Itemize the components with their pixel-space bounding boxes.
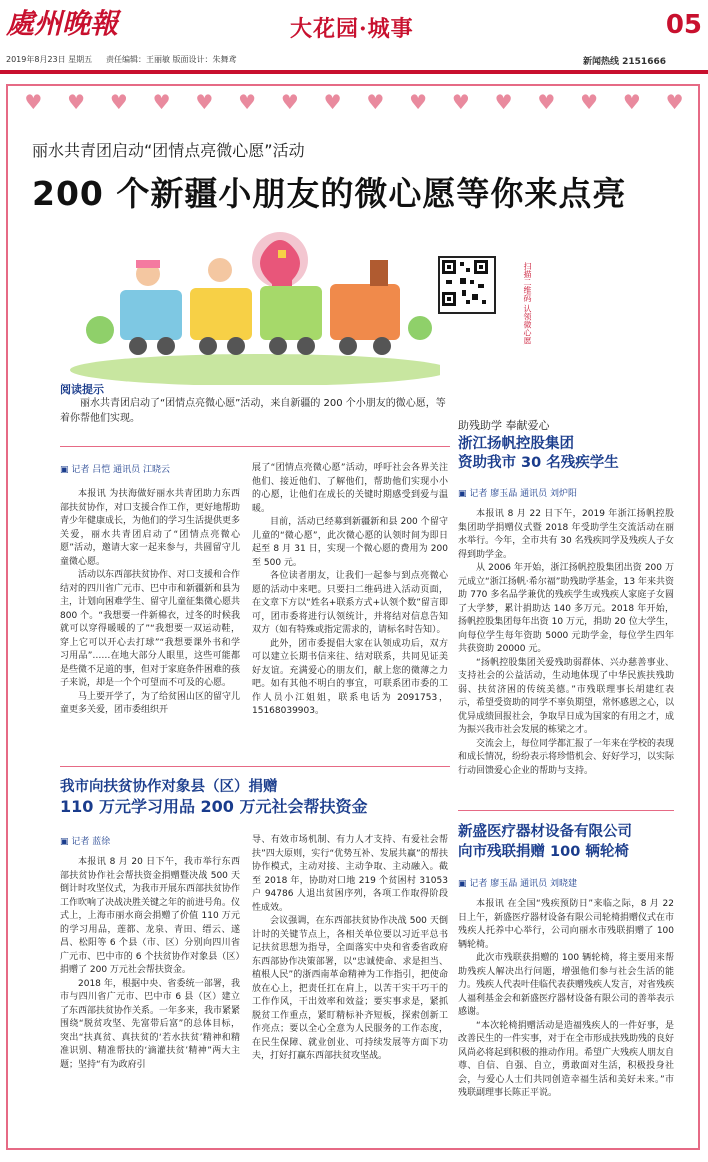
side-story-body xyxy=(458,508,674,804)
mid-story-column-2 xyxy=(252,834,448,1126)
editors-credit: 责任编辑：王丽敏 版面设计：朱舞鸢 xyxy=(106,55,237,64)
lower-story-title-line-2: 向市残联捐赠 100 辆轮椅 xyxy=(458,844,629,860)
divider xyxy=(60,766,450,767)
reading-guide-title: 阅读提示 xyxy=(60,383,104,396)
feature-byline: ▣ 记者 吕恺 通讯员 江晓云 xyxy=(60,465,170,475)
heart-icon: ♥ xyxy=(665,90,684,114)
lower-story-title xyxy=(458,822,632,862)
lower-story-body xyxy=(458,898,674,1130)
mid-story-byline: ▣ 记者 蓝徐 xyxy=(60,837,111,847)
lower-story-byline: ▣ 记者 廖玉晶 通讯员 刘晓建 xyxy=(458,879,577,889)
paragraph: 本报讯 8 月 22 日下午，2019 年浙江扬帆控股集团助学捐赠仪式暨 2018 年受助学生交流活动在丽水举行。今年，全市共有 30 名残疾同学及残疾人子女得到助学金。 xyxy=(458,509,674,560)
paragraph: “本次轮椅捐赠活动是造福残疾人的一件好事，是改善民生的一件实事，对于在全市形成扶残助残的良好风尚必将起到积极的推动作用。希望广大残疾人朋友自尊、自信、自强、自立，勇敢面对生活，积极投身社会，与爱心人士们共同创造幸福生活和美好未来。”市残联副理事长陈正平说。 xyxy=(458,1020,674,1098)
heart-icon: ♥ xyxy=(494,90,513,114)
divider xyxy=(458,810,674,811)
heart-icon: ♥ xyxy=(152,90,171,114)
paragraph: 本报讯 8 月 20 日下午，我市举行东西部扶贫协作社会帮扶资金捐赠暨决战 500 天倒计时攻坚仪式，为我市开展东西部扶贫协作工作吹响了决战决胜关键之年的前进号角。仪式上，上海市丽水商会捐赠了价值 110 万元的学习用品，莲都、龙泉、青田、缙云、遂昌、松阳等 6 个县（市、区）分别向四川省广元市、巴中市的 6 个扶贫协作对象县（区）捐赠了 200 万元社会帮扶资金。 xyxy=(60,857,240,975)
feature-column-1 xyxy=(60,488,240,750)
heart-icon: ♥ xyxy=(451,90,470,114)
mid-story-title xyxy=(60,777,368,817)
heart-border xyxy=(12,92,696,122)
mid-story-title-line-1: 我市向扶贫协作对象县（区）捐赠 xyxy=(60,779,278,795)
divider xyxy=(60,446,450,447)
side-story-title-line-1: 浙江扬帆控股集团 xyxy=(458,436,574,452)
paragraph: 从 2006 年开始，浙江扬帆控股集团出资 200 万元成立“浙江扬帆·希尔福”助残助学基金，13 年来共资助 770 多名品学兼优的残疾学生或残疾人家庭子女圆了大学梦，累计捐助达 140 多万元。2018 年开始，扬帆控股集团每年出资 10 万元，捐助 20 位大学生，向每位学生每年资助 5000 元助学金，每位学生四年共获资助 20000 元。 xyxy=(458,563,674,654)
feature-byline-text: 记者 吕恺 通讯员 江晓云 xyxy=(71,465,170,475)
paragraph: “扬帆控股集团关爱残助弱群体、兴办慈善事业、支持社会的公益活动，生动地体现了中华民族扶残助弱、扶贫济困的传统美德。”市残联理事长胡建红表示，希望受资助的同学不辜负期望，常怀感恩之心，以优异成绩回报社会，争取早日成为国家的有用之才，成为振兴我市社会发展的栋梁之才。 xyxy=(458,657,674,735)
heart-icon: ♥ xyxy=(409,90,428,114)
paragraph: 导、有效市场机制、有力人才支持、有爱社会帮扶”四大原则，实行“优势互补、发展共赢”的帮扶协作模式，主动对接、主动争取、主动融入。截至 2018 年，协助对口地 219 个贫困村 31053 户 94786 人退出贫困序列，各项工作取得阶段性成效。 xyxy=(252,835,448,913)
side-story-byline: ▣ 记者 廖玉晶 通讯员 刘炉阳 xyxy=(458,489,577,499)
paragraph: 交流会上，每位同学都汇报了一年来在学校的表现和成长情况，纷纷表示将珍惜机会、好好学习，以实际行动回馈爱心企业的帮助与支持。 xyxy=(458,738,674,776)
feature-subtitle: 丽水共青团启动“团情点亮微心愿”活动 xyxy=(32,141,305,160)
paragraph: 本报讯 为扶海做好丽水共青团助力东西部扶贫协作，对口支援合作工作，更好地帮助青少年健康成长，为他们的学习生活提供更多关爱，丽水共青团启动了“团情点亮微心愿”活动，邀请大家一起来参与，共圆留守儿童微心愿。 xyxy=(60,489,240,567)
paragraph: 各位读者朋友，让我们一起参与到点亮微心愿的活动中来吧。只要扫二维码进入活动页面，在文章下方以“姓名+联系方式+认领个数”留言即可，团市委将进行认领统计，并将结对信息告知双方（如有特殊或指定需求的，请标名时告知）。 xyxy=(252,571,448,635)
paragraph: 展了“团情点亮微心愿”活动，呼吁社会各界关注他们、接近他们、了解他们，帮助他们实现小小的心愿，让他们在成长的关键时期感受到爱与温暖。 xyxy=(252,463,448,514)
mid-story-title-line-2: 110 万元学习用品 200 万元社会帮扶资金 xyxy=(60,797,368,816)
side-story-byline-text: 记者 廖玉晶 通讯员 刘炉阳 xyxy=(469,489,577,499)
side-story-title xyxy=(458,435,619,473)
heart-icon: ♥ xyxy=(537,90,556,114)
reading-guide-text: 丽水共青团启动了“团情点亮微心愿”活动，来自新疆的 200 个小朋友的微心愿，等着你帮他们实现。 xyxy=(60,398,446,424)
heart-icon: ♥ xyxy=(238,90,257,114)
side-story-title-line-2: 资助我市 30 名残疾学生 xyxy=(458,455,619,471)
heart-icon: ♥ xyxy=(580,90,599,114)
qr-code[interactable] xyxy=(438,256,496,314)
train-illustration xyxy=(40,220,440,385)
heart-icon: ♥ xyxy=(366,90,385,114)
heart-icon: ♥ xyxy=(622,90,641,114)
lower-story-byline-text: 记者 廖玉晶 通讯员 刘晓建 xyxy=(469,879,577,889)
header-rule xyxy=(0,70,708,74)
newspaper-logo: 處州晚報 xyxy=(6,7,119,40)
qr-code-pattern-icon xyxy=(440,258,490,308)
mid-story-column-1 xyxy=(60,856,240,1126)
heart-icon: ♥ xyxy=(67,90,86,114)
feature-column-2 xyxy=(252,462,448,750)
heart-icon: ♥ xyxy=(109,90,128,114)
heart-icon: ♥ xyxy=(280,90,299,114)
heart-icon: ♥ xyxy=(24,90,43,114)
paragraph: 此外，团市委提倡大家在认领成功后，双方可以建立长期书信来往、结对联系，共同见证美好友谊。充满爱心的朋友们，献上您的微薄之力吧。如有其他不明白的事宜，可联系团市委的工作人员小江姐姐，联系电话为 2091753，15168039903。 xyxy=(252,638,448,716)
meta-bar xyxy=(0,52,708,68)
paragraph: 活动以东西部扶贫协作、对口支援和合作结对的四川省广元市、巴中市和新疆新和县为主，计划向困难学生、留守儿童征集微心愿共 800 个。“我想要一件新棉衣，过冬的时候我就可以穿得暖暖的了”“我想要一双运动鞋，穿上它可以开心去打球”“我想要课外书和学习用品”……在地大部分人眼里，这些可能都是些微不足道的事，但对于家庭条件困难的孩子来说，却是一个个可望而不可及的心愿。 xyxy=(60,570,240,688)
heart-icon: ♥ xyxy=(323,90,342,114)
section-title: 大花园·城事 xyxy=(290,16,414,42)
mid-story-byline-text: 记者 蓝徐 xyxy=(71,837,111,847)
qr-caption: 扫描二维码 认领微心愿 xyxy=(523,262,532,345)
paragraph: 马上要开学了，为了给贫困山区的留守儿童更多关爱，团市委组织开 xyxy=(60,691,240,715)
paragraph: 2018 年，根据中央、省委统一部署，我市与四川省广元市、巴中市 6 县（区）建立了东西部扶贫协作关系。一年多来，我市紧紧围绕“脱贫攻坚、先富带后富”的总体目标，突出“扶真贫、真扶贫的‘若水扶贫’精神和精准识别、精准帮扶的‘滴灌扶贫’精神”两大主题；坚持“有为政府引 xyxy=(60,978,240,1070)
paragraph: 本报讯 在全国“残疾预防日”来临之际，8 月 22 日上午，新盛医疗器材设备有限公司轮椅捐赠仪式在市残疾人托养中心举行，公司向丽水市残联捐赠了 100 辆轮椅。 xyxy=(458,899,674,950)
heart-icon: ♥ xyxy=(195,90,214,114)
page-number: 05 xyxy=(665,10,702,40)
paragraph: 此次市残联获捐赠的 100 辆轮椅，将主要用来帮助残疾人解决出行问题，增强他们参与社会生活的能力。残疾人代表叶佳临代表获赠残疾人发言，对省残疾人福利基金会和新盛医疗器材设备有限公司的善举表示感谢。 xyxy=(458,953,674,1017)
news-hotline: 新闻热线 2151666 xyxy=(583,57,666,67)
side-story-kicker: 助残助学 奉献爱心 xyxy=(458,419,550,432)
paragraph: 会议强调，在东西部扶贫协作决战 500 天倒计时的关键节点上，各相关单位要以习近平总书记扶贫思想为指导，全面落实中央和省委省政府东西部协作决策部署，以“忠诚使命、求是担当、植根人民”的浙西南革命精神为工作指引，把使命放在心上，把责任扛在肩上，以苦干实干巧干的工作作风，干出效率和效益；要实事求是，紧抓脱贫工作重点，紧盯精标补齐短板，探索创新工作亮点；要以全心全意为人民服务的工作态度，在民生保障、就业创业、可持续发展等方面下功夫，打好打赢东西部扶贫攻坚战。 xyxy=(252,916,448,1061)
lower-story-title-line-1: 新盛医疗器材设备有限公司 xyxy=(458,824,632,840)
feature-headline: 200 个新疆小朋友的微心愿等你来点亮 xyxy=(32,174,627,213)
issue-date: 2019年8月23日 星期五 xyxy=(6,55,93,64)
paragraph: 目前，活动已经募到新疆新和县 200 个留守儿童的“微心愿”，此次微心愿的认领时间为即日起至 8 月 31 日，实现一个微心愿的费用为 200 至 500 元。 xyxy=(252,517,448,568)
